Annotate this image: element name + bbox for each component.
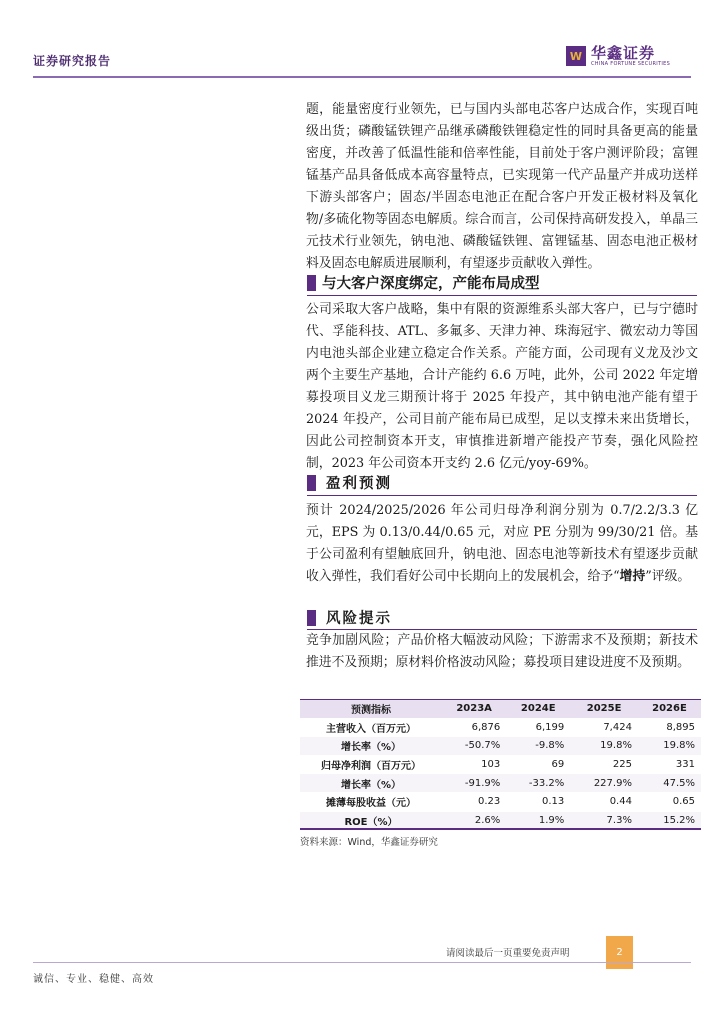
table-cell: 6,199 (506, 718, 570, 737)
table-cell: 225 (570, 755, 638, 774)
paragraph-risks: 竞争加剧风险；产品价格大幅波动风险；下游需求不及预期；新技术推进不及预期；原材料价格波动风险；募投项目建设进度不及预期。 (306, 633, 698, 670)
table-source-note: 资料来源：Wind，华鑫证券研究 (300, 837, 438, 848)
table-cell: 69 (506, 755, 570, 774)
heading-marker-icon (307, 275, 316, 291)
section-heading-risks (307, 607, 392, 628)
table-header-row (300, 700, 701, 718)
table-cell: 0.13 (506, 792, 570, 811)
paragraph-customers-capacity: 公司采取大客户战略，集中有限的资源维系头部大客户，已与宁德时代、孚能科技、ATL、多氟多、天津力神、珠海冠宇、微宏动力等国内电池头部企业建立稳定合作关系。产能方面，公司现有义龙及沙文两个主要生产基地，合计产能约 6.6 万吨，此外，公司 2022 年定增募投项目义龙三期预计将于 2025 年投产，其中钠电池产能有望于 2024 年投产，公司目前产能布局已成型，足以支撑未来出货增长，因此公司控制资本开支，审慎推进新增产能投产节奏，强化风险控制，2023 年公司资本开支约 2.6 亿元/yoy-69%。 (306, 302, 698, 471)
table-cell: 15.2% (638, 811, 701, 829)
heading-marker-icon (307, 475, 316, 491)
footer-divider (33, 962, 691, 963)
table-bottom-rule (300, 828, 701, 830)
section-rule (307, 495, 697, 496)
page-number-badge: 2 (606, 936, 633, 969)
forecast-table (300, 700, 701, 829)
table-cell: -50.7% (442, 737, 506, 756)
table-cell: 0.23 (442, 792, 506, 811)
table-cell: 7,424 (570, 718, 638, 737)
section-rule (307, 295, 697, 296)
table-cell: 103 (442, 755, 506, 774)
table-cell: -91.9% (442, 774, 506, 793)
report-type-label: 证券研究报告 (33, 54, 112, 68)
logo-icon: W (566, 46, 586, 66)
table-cell: 8,895 (638, 718, 701, 737)
header-divider (33, 76, 691, 78)
section-title: 盈利预测 (326, 476, 392, 492)
table-row (300, 737, 701, 756)
table-cell: 19.8% (570, 737, 638, 756)
table-header-cell: 预测指标 (300, 700, 442, 718)
heading-marker-icon (307, 610, 316, 626)
forecast-text: 预计 2024/2025/2026 年公司归母净利润分别为 0.7/2.2/3.3 亿元，EPS 为 0.13/0.44/0.65 元，对应 PE 分别为 99/30/21 倍。基于公司盈利有望触底回升，钠电池、固态电池等新技术有望逐步贡献收入弹性，我们看好公司中长期向上的发展机会，给予“ (306, 503, 698, 584)
logo-name-cn: 华鑫证券 (591, 44, 656, 62)
company-logo (566, 45, 670, 67)
table-cell: 227.9% (570, 774, 638, 793)
table-row (300, 811, 701, 829)
table-cell: 331 (638, 755, 701, 774)
paragraph-forecast (306, 500, 698, 588)
table-cell: 6,876 (442, 718, 506, 737)
footer-motto: 诚信、专业、稳健、高效 (33, 974, 154, 985)
table-cell: 2.6% (442, 811, 506, 829)
logo-name-en: CHINA FORTUNE SECURITIES (591, 61, 671, 67)
row-label: 主营收入（百万元） (300, 718, 442, 737)
paragraph-tech-progress: 题，能量密度行业领先，已与国内头部电芯客户达成合作，实现百吨级出货；磷酸锰铁锂产品继承磷酸铁锂稳定性的同时具备更高的能量密度，并改善了低温性能和倍率性能，目前处于客户测评阶段；富锂锰基产品具备低成本高容量特点，已实现第一代产品量产并成功送样下游头部客户；固态/半固态电池正在配合客户开发正极材料及氧化物/多硫化物等固态电解质。综合而言，公司保持高研发投入，单晶三元技术行业领先，钠电池、磷酸锰铁锂、富锂锰基、固态电池正极材料及固态电解质进展顺利，有望逐步贡献收入弹性。 (306, 102, 698, 271)
table-header-cell: 2023A (442, 700, 506, 718)
forecast-text-end: ”评级。 (645, 569, 691, 584)
table-cell: 7.3% (570, 811, 638, 829)
row-label: 摊薄每股收益（元） (300, 792, 442, 811)
row-label: 增长率（%） (300, 774, 442, 793)
section-title: 风险提示 (326, 611, 392, 627)
section-heading-customers (307, 272, 540, 293)
table-cell: 0.65 (638, 792, 701, 811)
rating-text: 增持 (619, 569, 646, 584)
table-row (300, 774, 701, 793)
table-header-cell: 2025E (570, 700, 638, 718)
disclaimer-link[interactable]: 请阅读最后一页重要免责声明 (446, 948, 570, 959)
table-header-cell: 2024E (506, 700, 570, 718)
table-cell: 1.9% (506, 811, 570, 829)
table-cell: 47.5% (638, 774, 701, 793)
table-cell: -33.2% (506, 774, 570, 793)
table-row (300, 755, 701, 774)
table-cell: 0.44 (570, 792, 638, 811)
row-label: ROE（%） (300, 811, 442, 829)
row-label: 增长率（%） (300, 737, 442, 756)
table-header-cell: 2026E (638, 700, 701, 718)
section-heading-forecast (307, 472, 392, 493)
table-cell: -9.8% (506, 737, 570, 756)
row-label: 归母净利润（百万元） (300, 755, 442, 774)
section-title: 与大客户深度绑定，产能布局成型 (322, 276, 540, 292)
table-row (300, 718, 701, 737)
table-cell: 19.8% (638, 737, 701, 756)
table-row (300, 792, 701, 811)
